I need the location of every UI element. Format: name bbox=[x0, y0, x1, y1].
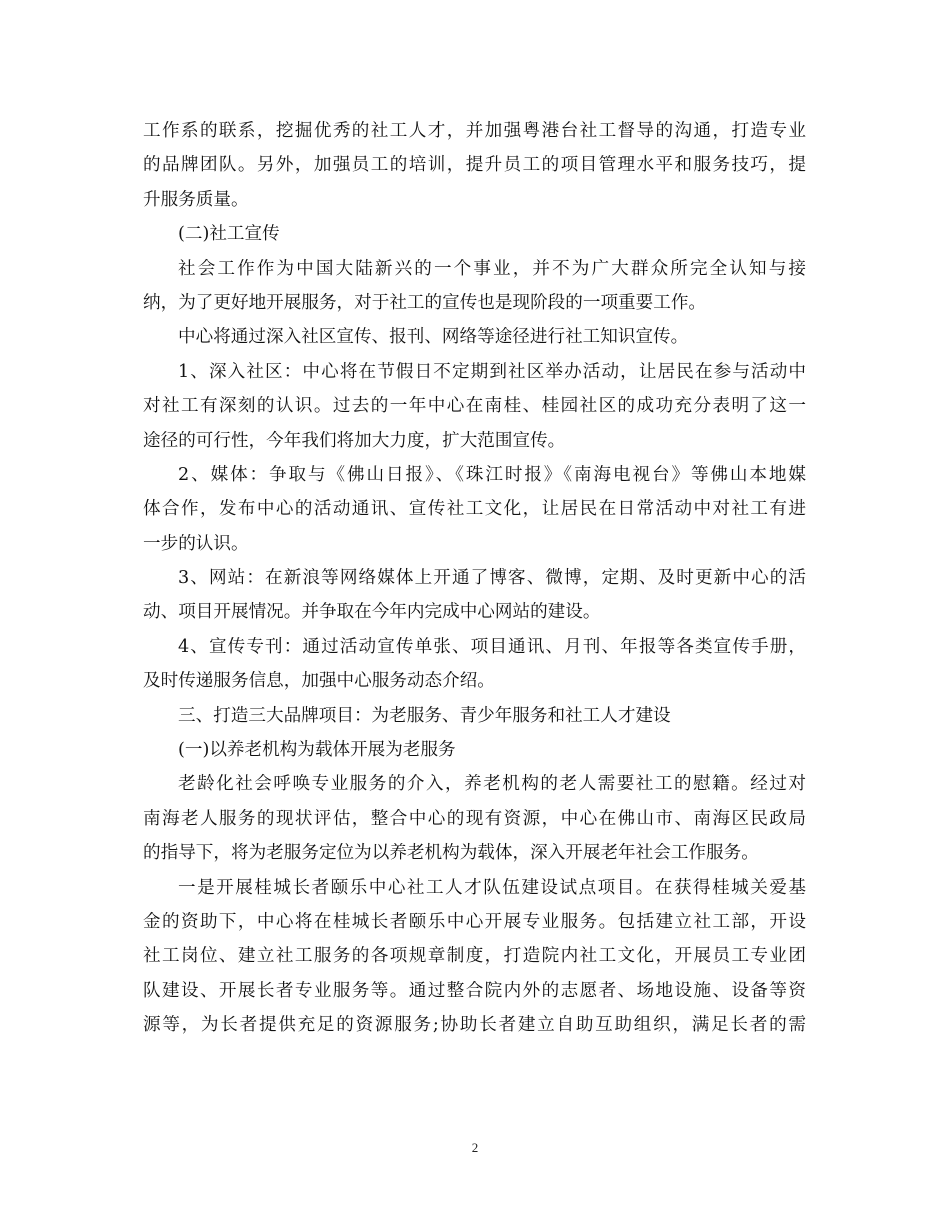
paragraph-line: 一步的认识。 bbox=[143, 533, 249, 554]
paragraph-line: 社工岗位、建立社工服务的各项规章制度，打造院内社工文化，开展员工专业团 bbox=[143, 946, 806, 967]
paragraph-line: 源等，为长者提供充足的资源服务;协助长者建立自助互助组织，满足长者的需 bbox=[143, 1015, 806, 1036]
paragraph bbox=[143, 217, 806, 251]
paragraph-line: (一)以养老机构为载体开展为老服务 bbox=[178, 740, 456, 761]
paragraph-line: 的品牌团队。另外，加强员工的培训，提升员工的项目管理水平和服务技巧，提 bbox=[143, 155, 806, 176]
paragraph-line: 及时传递服务信息，加强中心服务动态介绍。 bbox=[143, 671, 495, 692]
paragraph-line: 4、宣传专刊：通过活动宣传单张、项目通讯、月刊、年报等各类宣传手册， bbox=[178, 636, 806, 657]
paragraph-line: 三、打造三大品牌项目：为老服务、青少年服务和社工人才建设 bbox=[178, 705, 671, 726]
paragraph bbox=[143, 733, 806, 767]
paragraph-line: 老龄化社会呼唤专业服务的介入，养老机构的老人需要社工的慰籍。经过对 bbox=[178, 774, 806, 795]
paragraph bbox=[143, 630, 806, 699]
paragraph bbox=[143, 355, 806, 458]
paragraph bbox=[143, 458, 806, 561]
paragraph bbox=[143, 320, 806, 354]
paragraph-line: (二)社工宣传 bbox=[178, 224, 280, 245]
paragraph-line: 2、媒体：争取与《佛山日报》、《珠江时报》《南海电视台》等佛山本地媒 bbox=[178, 464, 806, 485]
paragraph bbox=[143, 114, 806, 217]
paragraph-line: 中心将通过深入社区宣传、报刊、网络等途径进行社工知识宣传。 bbox=[178, 327, 689, 348]
paragraph bbox=[143, 699, 806, 733]
paragraph-line: 的指导下，将为老服务定位为以养老机构为载体，深入开展老年社会工作服务。 bbox=[143, 843, 759, 864]
paragraph bbox=[143, 561, 806, 630]
paragraph-line: 3、网站：在新浪等网络媒体上开通了博客、微博，定期、及时更新中心的活 bbox=[178, 568, 806, 589]
paragraph-line: 途径的可行性，今年我们将加大力度，扩大范围宣传。 bbox=[143, 430, 566, 451]
paragraph-line: 升服务质量。 bbox=[143, 189, 249, 210]
paragraph bbox=[143, 871, 806, 1043]
paragraph-line: 工作系的联系，挖掘优秀的社工人才，并加强粤港台社工督导的沟通，打造专业 bbox=[143, 121, 806, 141]
paragraph-line: 体合作，发布中心的活动通讯、宣传社工文化，让居民在日常活动中对社工有进 bbox=[143, 499, 806, 520]
paragraph-line: 动、项目开展情况。并争取在今年内完成中心网站的建设。 bbox=[143, 602, 601, 623]
paragraph-line: 队建设、开展长者专业服务等。通过整合院内外的志愿者、场地设施、设备等资 bbox=[143, 980, 806, 1001]
document-body bbox=[143, 114, 806, 1043]
paragraph-line: 社会工作作为中国大陆新兴的一个事业，并不为广大群众所完全认知与接 bbox=[178, 258, 806, 279]
paragraph-line: 对社工有深刻的认识。过去的一年中心在南桂、桂园社区的成功充分表明了这一 bbox=[143, 396, 806, 417]
paragraph-line: 纳，为了更好地开展服务，对于社工的宣传也是现阶段的一项重要工作。 bbox=[143, 292, 707, 313]
paragraph-line: 南海老人服务的现状评估，整合中心的现有资源，中心在佛山市、南海区民政局 bbox=[143, 808, 806, 829]
paragraph-line: 1、深入社区：中心将在节假日不定期到社区举办活动，让居民在参与活动中 bbox=[178, 361, 806, 382]
paragraph bbox=[143, 252, 806, 321]
page-number: 2 bbox=[471, 1140, 479, 1155]
paragraph-line: 一是开展桂城长者颐乐中心社工人才队伍建设试点项目。在获得桂城关爱基 bbox=[178, 877, 806, 898]
paragraph-line: 金的资助下，中心将在桂城长者颐乐中心开展专业服务。包括建立社工部，开设 bbox=[143, 911, 806, 932]
paragraph bbox=[143, 767, 806, 870]
